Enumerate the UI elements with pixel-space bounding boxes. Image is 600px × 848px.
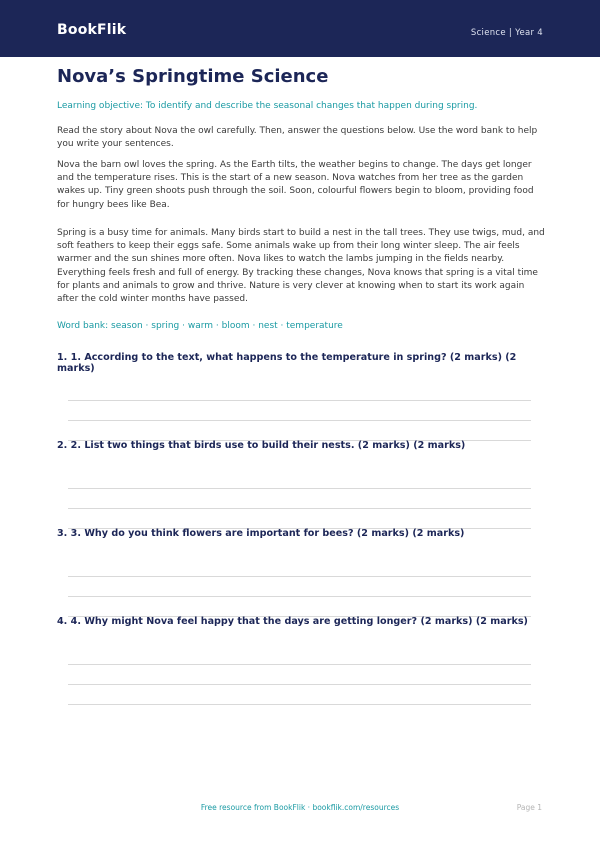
answer-line[interactable]: [68, 576, 531, 577]
story-paragraph-2: Spring is a busy time for animals. Many birds start to build a nest in the tall trees. They use twigs, mud, and soft feathers to keep their eggs safe. Some animals wake up from their long winter sleep. The air feels warmer and the sun shines more often. Nova likes to watch the lambs jumping in the fields nearby. Everything feels fresh and full of energy. By tracking these changes, Nova knows that spring is a vital time for plants and animals to grow and thrive. Nature is very clever at knowing when to start its work again after the cold winter months have passed.: [57, 228, 545, 305]
page-number: Page 1: [516, 803, 542, 812]
story-paragraph-1: Nova the barn owl loves the spring. As the Earth tilts, the weather begins to change. The days get longer and the temperature rises. This is the start of a new season. Nova watches from her tree as the garden wakes up. Tiny green shoots push through the soil. Soon, colourful flowers begin to bloom, providing food for hungry bees like Bea.: [57, 160, 534, 210]
answer-line[interactable]: [68, 488, 531, 489]
question-3: 3. 3. Why do you think flowers are important for bees? (2 marks) (2 marks): [57, 528, 465, 539]
answer-line[interactable]: [68, 508, 531, 509]
learning-objective: Learning objective: To identify and describe the seasonal changes that happen during spring.: [57, 101, 478, 111]
answer-line[interactable]: [68, 420, 531, 421]
answer-line[interactable]: [68, 400, 531, 401]
footer-resource-link[interactable]: Free resource from BookFlik · bookflik.com/resources: [200, 803, 400, 812]
question-4: 4. 4. Why might Nova feel happy that the days are getting longer? (2 marks) (2 marks): [57, 616, 528, 627]
answer-line[interactable]: [68, 664, 531, 665]
question-1: 1. 1. According to the text, what happens to the temperature in spring? (2 marks) (2 marks): [57, 352, 517, 374]
word-bank: Word bank: season · spring · warm · bloom · nest · temperature: [57, 321, 343, 331]
brand-logo[interactable]: BookFlik: [57, 22, 127, 38]
header-bar: [0, 0, 600, 57]
subject-year-label: Science | Year 4: [470, 28, 543, 38]
answer-line[interactable]: [68, 704, 531, 705]
answer-line[interactable]: [68, 684, 531, 685]
page-title: Nova’s Springtime Science: [57, 66, 329, 87]
question-2: 2. 2. List two things that birds use to build their nests. (2 marks) (2 marks): [57, 440, 466, 451]
answer-line[interactable]: [68, 596, 531, 597]
instructions: Read the story about Nova the owl carefully. Then, answer the questions below. Use the word bank to help you write your sentences.: [57, 126, 538, 150]
